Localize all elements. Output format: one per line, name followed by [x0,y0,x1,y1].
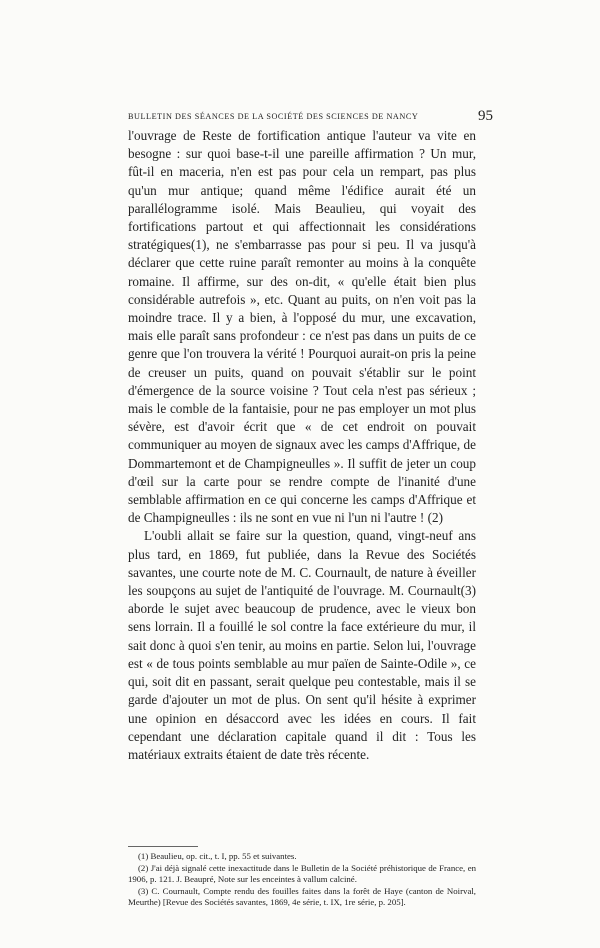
body-text [128,127,476,764]
running-header: BULLETIN DES SÉANCES DE LA SOCIÉTÉ DES SCIENCES DE NANCY [128,112,419,121]
page-number: 95 [478,108,493,124]
paragraph: l'ouvrage de Reste de fortification antique l'auteur va vite en besogne : sur quoi base-t-il une pareille affirmation ? Un mur, fût-il en maceria, n'en est pas pour cela un rempart, pas plus qu'un mur antique; quand même l'édifice aurait été un parallélogramme isolé. Mais Beaulieu, qui voyait des fortifications partout et qui affectionnait les considérations stratégiques(1), ne s'embarrasse pas pour si peu. Il va jusqu'à déclarer que cette ruine paraît remonter au moins à la conquête romaine. Il affirme, sur des on-dit, « qu'elle était bien plus considérable autrefois », etc. Quant au puits, on n'en voit pas la moindre trace. Il y a bien, à l'opposé du mur, une excavation, mais elle paraît sans profondeur : ce n'est pas dans un puits de ce genre que l'on trouvera la vérité ! Pourquoi aurait-on pris la peine de creuser un puits, quand on pouvait s'établir sur le point d'émergence de la source voisine ? Tout cela n'est pas sérieux ; mais le comble de la fantaisie, pour ne pas employer un mot plus sévère, est d'avoir écrit que « de cet endroit on pouvait communiquer au moyen de signaux avec les camps d'Affrique, de Dommartemont et de Champigneulles ». Il suffit de jeter un coup d'œil sur la carte pour se rendre compte de l'inanité d'une semblable affirmation en ce qui concerne les camps d'Affrique et de Champigneulles : ils ne sont en vue ni l'un ni l'autre ! (2) [128,128,476,526]
footnotes [128,851,476,909]
footnote: (1) Beaulieu, op. cit., t. I, pp. 55 et suivantes. [138,851,297,861]
paragraph: L'oubli allait se faire sur la question, quand, vingt-neuf ans plus tard, en 1869, fut publiée, dans la Revue des Sociétés savantes, une courte note de M. C. Cournault, de nature à éveiller les soupçons au sujet de l'antiquité de l'ouvrage. M. Cournault(3) aborde le sujet avec beaucoup de prudence, avec le vieux bon sens lorrain. Il a fouillé le sol contre la face extérieure du mur, il sait donc à quoi s'en tenir, au moins en partie. Selon lui, l'ouvrage est « de tous points semblable au mur païen de Sainte-Odile », ce qui, soit dit en passant, serait quelque peu contestable, mais il se garde d'ajouter un mot de plus. On sent qu'il hésite à exprimer une opinion en désaccord avec les idées en cours. Il fait cependant une déclaration capitale quand il dit : Tous les matériaux extraits étaient de date très récente. [128,528,476,762]
footnote: (3) C. Cournault, Compte rendu des fouilles faites dans la forêt de Haye (canton de Noirval, Meurthe) [Revue des Sociétés savantes, 1869, 4e série, t. IX, 1re série, p. 205]. [128,885,476,908]
footnote-rule [128,846,198,847]
footnote: (2) J'ai déjà signalé cette inexactitude dans le Bulletin de la Société préhistorique de France, en 1906, p. 121. J. Beaupré, Note sur les enceintes à vallum calciné. [128,862,476,885]
